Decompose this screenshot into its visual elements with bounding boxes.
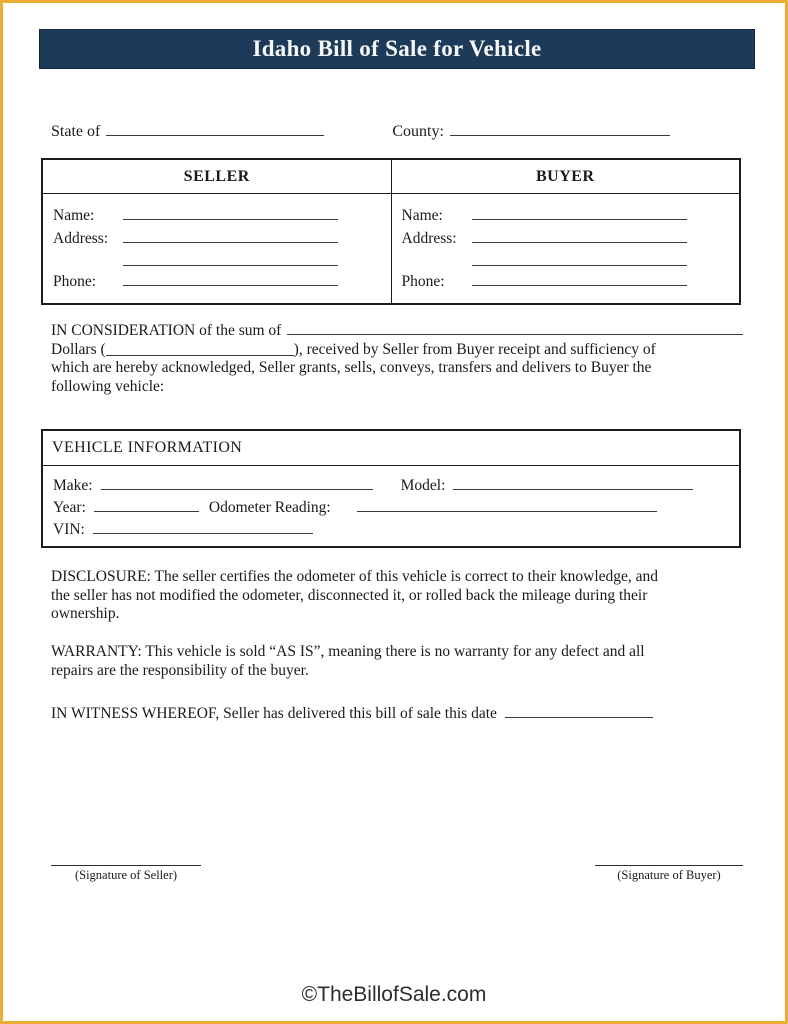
vin-row bbox=[53, 520, 729, 542]
witness-clause bbox=[51, 704, 743, 724]
vin-line[interactable] bbox=[93, 520, 313, 534]
county-label: County: bbox=[392, 123, 444, 140]
buyer-signature-line[interactable] bbox=[595, 865, 743, 866]
buyer-address-row bbox=[402, 229, 730, 252]
state-label: State of bbox=[51, 123, 101, 140]
vehicle-info-table bbox=[41, 429, 741, 548]
consideration-line-2-text: ), received by Seller from Buyer receipt and sufficiency of bbox=[293, 340, 656, 358]
vehicle-fields bbox=[43, 466, 739, 542]
buyer-name-label: Name: bbox=[401, 207, 443, 224]
seller-address-label: Address: bbox=[53, 230, 109, 247]
buyer-address-label: Address: bbox=[401, 230, 457, 247]
sale-date-line[interactable] bbox=[505, 704, 653, 718]
buyer-phone-row bbox=[402, 272, 730, 291]
county-input-line[interactable] bbox=[450, 122, 670, 136]
footer-brand: ©TheBillofSale.com bbox=[301, 983, 487, 1006]
buyer-fields bbox=[392, 194, 740, 291]
dollars-written-line[interactable] bbox=[106, 342, 294, 356]
state-input-line[interactable] bbox=[106, 122, 324, 136]
disclosure-line-1: DISCLOSURE: The seller certifies the odometer of this vehicle is correct to their knowledge, and bbox=[51, 568, 659, 585]
seller-address-row bbox=[53, 229, 381, 252]
buyer-phone-line[interactable] bbox=[472, 272, 687, 286]
document-title-bar bbox=[39, 29, 755, 69]
seller-name-row bbox=[53, 206, 381, 229]
consideration-line-4: following vehicle: bbox=[51, 377, 165, 395]
seller-column bbox=[43, 160, 391, 303]
consideration-line-1 bbox=[51, 321, 743, 341]
buyer-header: BUYER bbox=[392, 160, 740, 194]
model-line[interactable] bbox=[453, 476, 693, 490]
seller-signature-line[interactable] bbox=[51, 865, 201, 866]
witness-row bbox=[51, 704, 743, 724]
make-model-row bbox=[53, 476, 729, 498]
year-label: Year: bbox=[53, 499, 86, 516]
sale-amount-line[interactable] bbox=[287, 321, 743, 335]
buyer-signature-block bbox=[595, 855, 743, 883]
odometer-line[interactable] bbox=[357, 498, 657, 512]
seller-fields bbox=[43, 194, 391, 291]
disclosure-clause bbox=[51, 568, 743, 624]
buyer-name-line[interactable] bbox=[472, 206, 687, 220]
parties-table bbox=[41, 158, 741, 305]
warranty-line-1: WARRANTY: This vehicle is sold “AS IS”, meaning there is no warranty for any defect and all bbox=[51, 643, 645, 660]
buyer-address-line-2[interactable] bbox=[472, 252, 687, 266]
seller-phone-line[interactable] bbox=[123, 272, 338, 286]
state-county-row bbox=[51, 122, 743, 141]
warranty-clause bbox=[51, 643, 743, 680]
vin-label: VIN: bbox=[53, 521, 85, 538]
signature-section bbox=[51, 855, 743, 883]
disclosure-line-3: ownership. bbox=[51, 605, 120, 622]
buyer-signature-label: (Signature of Buyer) bbox=[617, 868, 721, 882]
make-label: Make: bbox=[53, 477, 93, 494]
disclosure-line-2: the seller has not modified the odometer, disconnected it, or rolled back the mileage during their bbox=[51, 586, 648, 604]
buyer-column bbox=[391, 160, 740, 303]
model-label: Model: bbox=[400, 477, 446, 494]
seller-address-line[interactable] bbox=[123, 229, 338, 243]
buyer-phone-label: Phone: bbox=[401, 273, 445, 290]
seller-header: SELLER bbox=[43, 160, 391, 194]
seller-address-line-2[interactable] bbox=[123, 252, 338, 266]
seller-name-line[interactable] bbox=[123, 206, 338, 220]
year-line[interactable] bbox=[94, 498, 199, 512]
year-odometer-row bbox=[53, 498, 729, 520]
dollars-prefix: Dollars ( bbox=[51, 340, 106, 358]
warranty-line-2: repairs are the responsibility of the buyer. bbox=[51, 661, 309, 679]
consideration-text: IN CONSIDERATION of the sum of bbox=[51, 322, 282, 339]
odometer-label: Odometer Reading: bbox=[208, 499, 331, 516]
seller-signature-block bbox=[51, 855, 201, 883]
buyer-name-row bbox=[402, 206, 730, 229]
seller-phone-row bbox=[53, 272, 381, 291]
vehicle-info-header: VEHICLE INFORMATION bbox=[43, 431, 739, 466]
buyer-address-row-2 bbox=[402, 252, 730, 272]
consideration-line-2 bbox=[51, 341, 743, 360]
consideration-line-3: which are hereby acknowledged, Seller grants, sells, conveys, transfers and delivers to Buyer the bbox=[51, 359, 652, 376]
witness-text: IN WITNESS WHEREOF, Seller has delivered this bill of sale this date bbox=[51, 705, 497, 722]
seller-name-label: Name: bbox=[53, 207, 95, 224]
seller-signature-label: (Signature of Seller) bbox=[74, 868, 178, 882]
consideration-clause bbox=[51, 321, 743, 396]
buyer-address-line[interactable] bbox=[472, 229, 687, 243]
seller-phone-label: Phone: bbox=[53, 273, 97, 290]
make-line[interactable] bbox=[101, 476, 373, 490]
seller-address-row-2 bbox=[53, 252, 381, 272]
document-title: Idaho Bill of Sale for Vehicle bbox=[252, 36, 542, 61]
